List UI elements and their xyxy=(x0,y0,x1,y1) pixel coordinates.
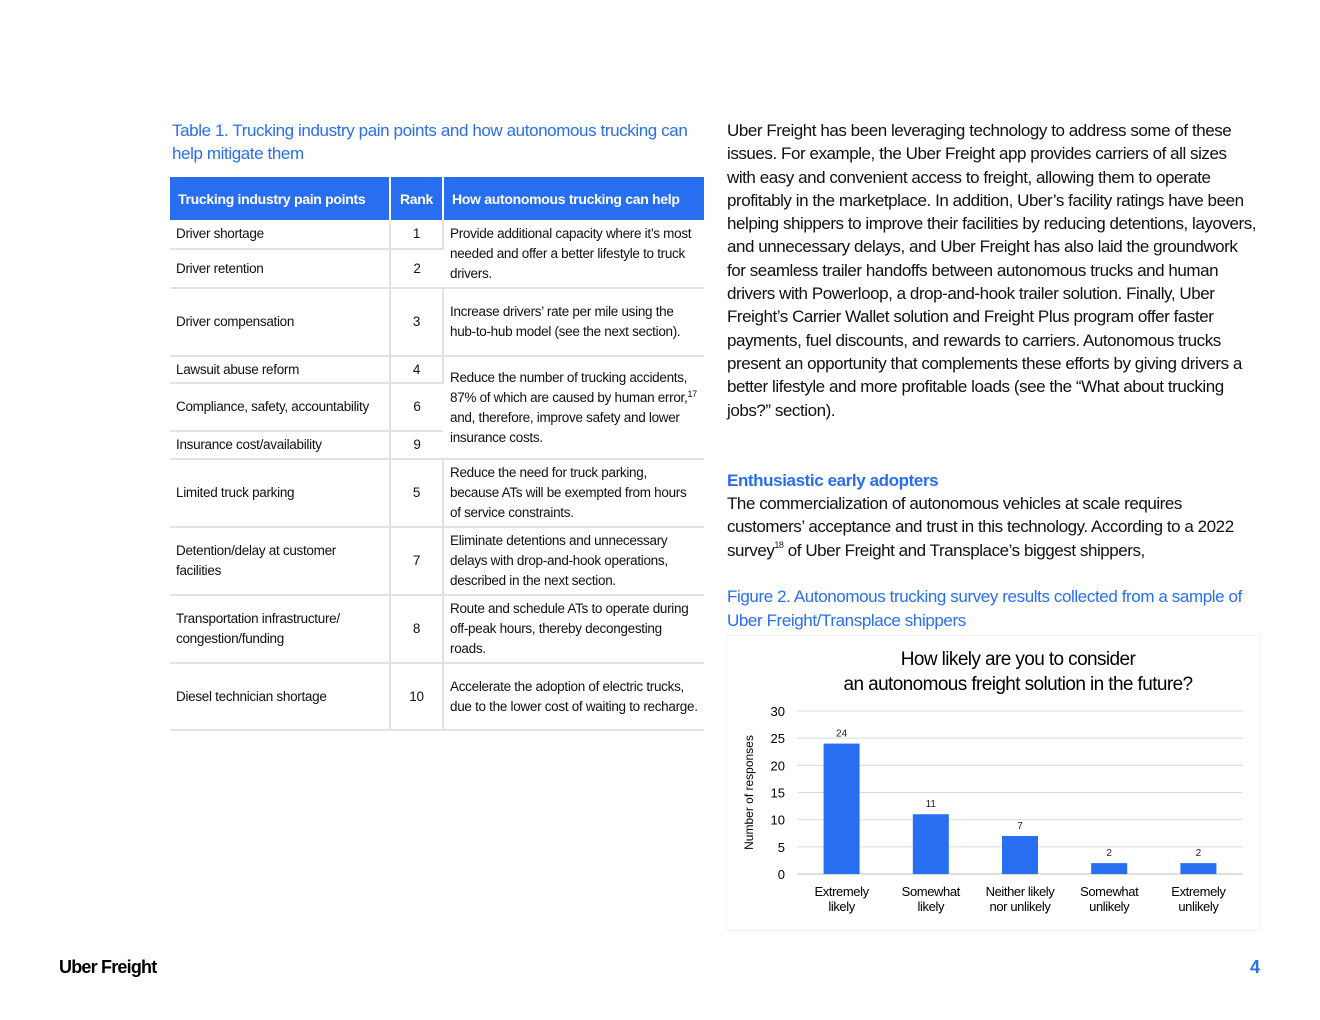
table-row xyxy=(170,595,704,663)
chart-title: How likely are you to consider an autonomous freight solution in the future? xyxy=(843,649,1193,695)
header-how-help: How autonomous trucking can help xyxy=(443,177,704,220)
paragraph-text: Uber Freight has been leveraging technology to address some of these issues. For example, the Uber Freight app provides carriers of all sizes with easy and convenient access to freight, allowing them to operate profitably in the marketplace. In addition, Uber’s facility ratings have been helping shippers to improve their facilities by reducing detentions, layovers, and unnecessary delays, and Uber Freight has also laid the groundwork for seamless trailer handoffs between autonomous trucks and human drivers with Powerloop, a drop-and-hook trailer solution. Finally, Uber Freight’s Carrier Wallet solution and Freight Plus program offer faster payments, fuel discounts, and rewards to carriers. Autonomous trucks present an opportunity that complements these efforts by giving drivers a better lifestyle and more profitable loads (see the “What about trucking jobs?” section). xyxy=(727,121,1257,420)
data-label: 11 xyxy=(925,799,936,811)
paragraph-text: The commercialization of autonomous vehicles at scale requires customers’ acceptance and trust in this technology. According to a 2022 survey xyxy=(727,494,1234,560)
x-tick-label: Neither likely xyxy=(985,884,1055,899)
x-tick-label: unlikely xyxy=(1089,899,1130,914)
x-tick-label: nor unlikely xyxy=(989,899,1051,914)
data-label: 24 xyxy=(836,728,848,740)
x-tick-label: likely xyxy=(917,899,945,914)
header-rank: Rank xyxy=(390,177,443,220)
rank-cell: 7 xyxy=(390,527,443,595)
table-row xyxy=(170,220,704,249)
rank-cell: 6 xyxy=(390,383,443,431)
y-tick-label: 30 xyxy=(770,704,785,719)
table-row xyxy=(170,356,704,383)
table-row xyxy=(170,288,704,356)
header-pain-points: Trucking industry pain points xyxy=(170,177,390,220)
help-cell: Accelerate the adoption of electric trucks, due to the lower cost of waiting to recharge. xyxy=(443,663,704,730)
pain-point-cell: Insurance cost/availability xyxy=(170,431,390,459)
table-row xyxy=(170,527,704,595)
section-heading: Enthusiastic early adopters xyxy=(727,471,939,490)
y-tick-label: 5 xyxy=(777,839,785,855)
pain-point-cell: Lawsuit abuse reform xyxy=(170,356,390,383)
pain-point-cell: Driver shortage xyxy=(170,220,390,249)
help-text: Reduce the number of trucking accidents, 87% of which are caused by human error, xyxy=(450,369,688,405)
rank-cell: 4 xyxy=(390,356,443,383)
rank-cell: 9 xyxy=(390,431,443,459)
y-axis-label: Number of responses xyxy=(742,735,756,850)
page-number: 4 xyxy=(1249,957,1260,977)
rank-cell: 1 xyxy=(390,220,443,249)
survey-chart xyxy=(727,636,1260,930)
rank-cell: 8 xyxy=(390,595,443,663)
x-tick-label: Somewhat xyxy=(901,884,960,899)
x-tick-label: unlikely xyxy=(1178,899,1219,914)
x-tick-label: Somewhat xyxy=(1080,884,1139,899)
rank-cell: 5 xyxy=(390,459,443,527)
chart-svg xyxy=(727,636,1260,930)
y-tick-label: 0 xyxy=(777,867,785,882)
pain-point-cell: Diesel technician shortage xyxy=(170,663,390,730)
pain-point-cell: Limited truck parking xyxy=(170,459,390,527)
help-cell: Reduce the need for truck parking, because ATs will be exempted from hours of service constraints. xyxy=(443,459,704,527)
table-caption: Table 1. Trucking industry pain points and how autonomous trucking can help mitigate them xyxy=(172,121,688,163)
rank-cell: 3 xyxy=(390,288,443,356)
paragraph-text: of Uber Freight and Transplace’s biggest shippers, xyxy=(783,540,1145,560)
body-paragraph-2 xyxy=(727,492,1259,562)
body-paragraph-1 xyxy=(727,119,1257,422)
bar xyxy=(1180,863,1216,874)
pain-point-cell: Transportation infrastructure/ congestion/funding xyxy=(170,595,390,663)
x-tick-label: Extremely xyxy=(814,884,869,899)
y-tick-label: 25 xyxy=(770,731,785,747)
footnote-ref: 17 xyxy=(687,388,697,399)
footnote-ref: 18 xyxy=(774,539,784,550)
table-row xyxy=(170,663,704,730)
bar xyxy=(1091,863,1127,874)
help-text: and, therefore, improve safety and lower insurance costs. xyxy=(450,409,680,445)
help-cell: Increase drivers’ rate per mile using the hub-to-hub model (see the next section). xyxy=(443,288,704,356)
help-cell xyxy=(443,356,704,459)
data-label: 7 xyxy=(1017,820,1023,832)
uber-freight-logo: Uber Freight xyxy=(59,957,157,977)
pain-point-cell: Driver compensation xyxy=(170,288,390,356)
help-cell: Eliminate detentions and unnecessary delays with drop-and-hook operations, described in the next section. xyxy=(443,527,704,595)
pain-point-cell: Driver retention xyxy=(170,249,390,288)
pain-point-cell: Compliance, safety, accountability xyxy=(170,383,390,431)
y-tick-label: 20 xyxy=(770,758,785,774)
pain-point-cell: Detention/delay at customer facilities xyxy=(170,527,390,595)
table-row xyxy=(170,459,704,527)
y-tick-label: 15 xyxy=(770,785,785,801)
data-label: 2 xyxy=(1106,848,1112,860)
bar xyxy=(913,814,949,874)
y-tick-label: 10 xyxy=(770,812,785,828)
x-tick-label: likely xyxy=(828,899,855,914)
table-header-row xyxy=(170,177,704,220)
bar xyxy=(1002,836,1038,874)
x-tick-label: Extremely xyxy=(1171,884,1226,899)
data-label: 2 xyxy=(1195,848,1202,860)
bar xyxy=(824,744,860,874)
pain-points-table xyxy=(170,177,704,731)
help-cell: Route and schedule ATs to operate during off-peak hours, thereby decongesting roads. xyxy=(443,595,704,663)
figure-caption: Figure 2. Autonomous trucking survey results collected from a sample of Uber Freight/Transplace shippers xyxy=(727,587,1242,630)
rank-cell: 10 xyxy=(390,663,443,730)
help-cell: Provide additional capacity where it’s most needed and offer a better lifestyle to truck drivers. xyxy=(443,220,704,288)
rank-cell: 2 xyxy=(390,249,443,288)
